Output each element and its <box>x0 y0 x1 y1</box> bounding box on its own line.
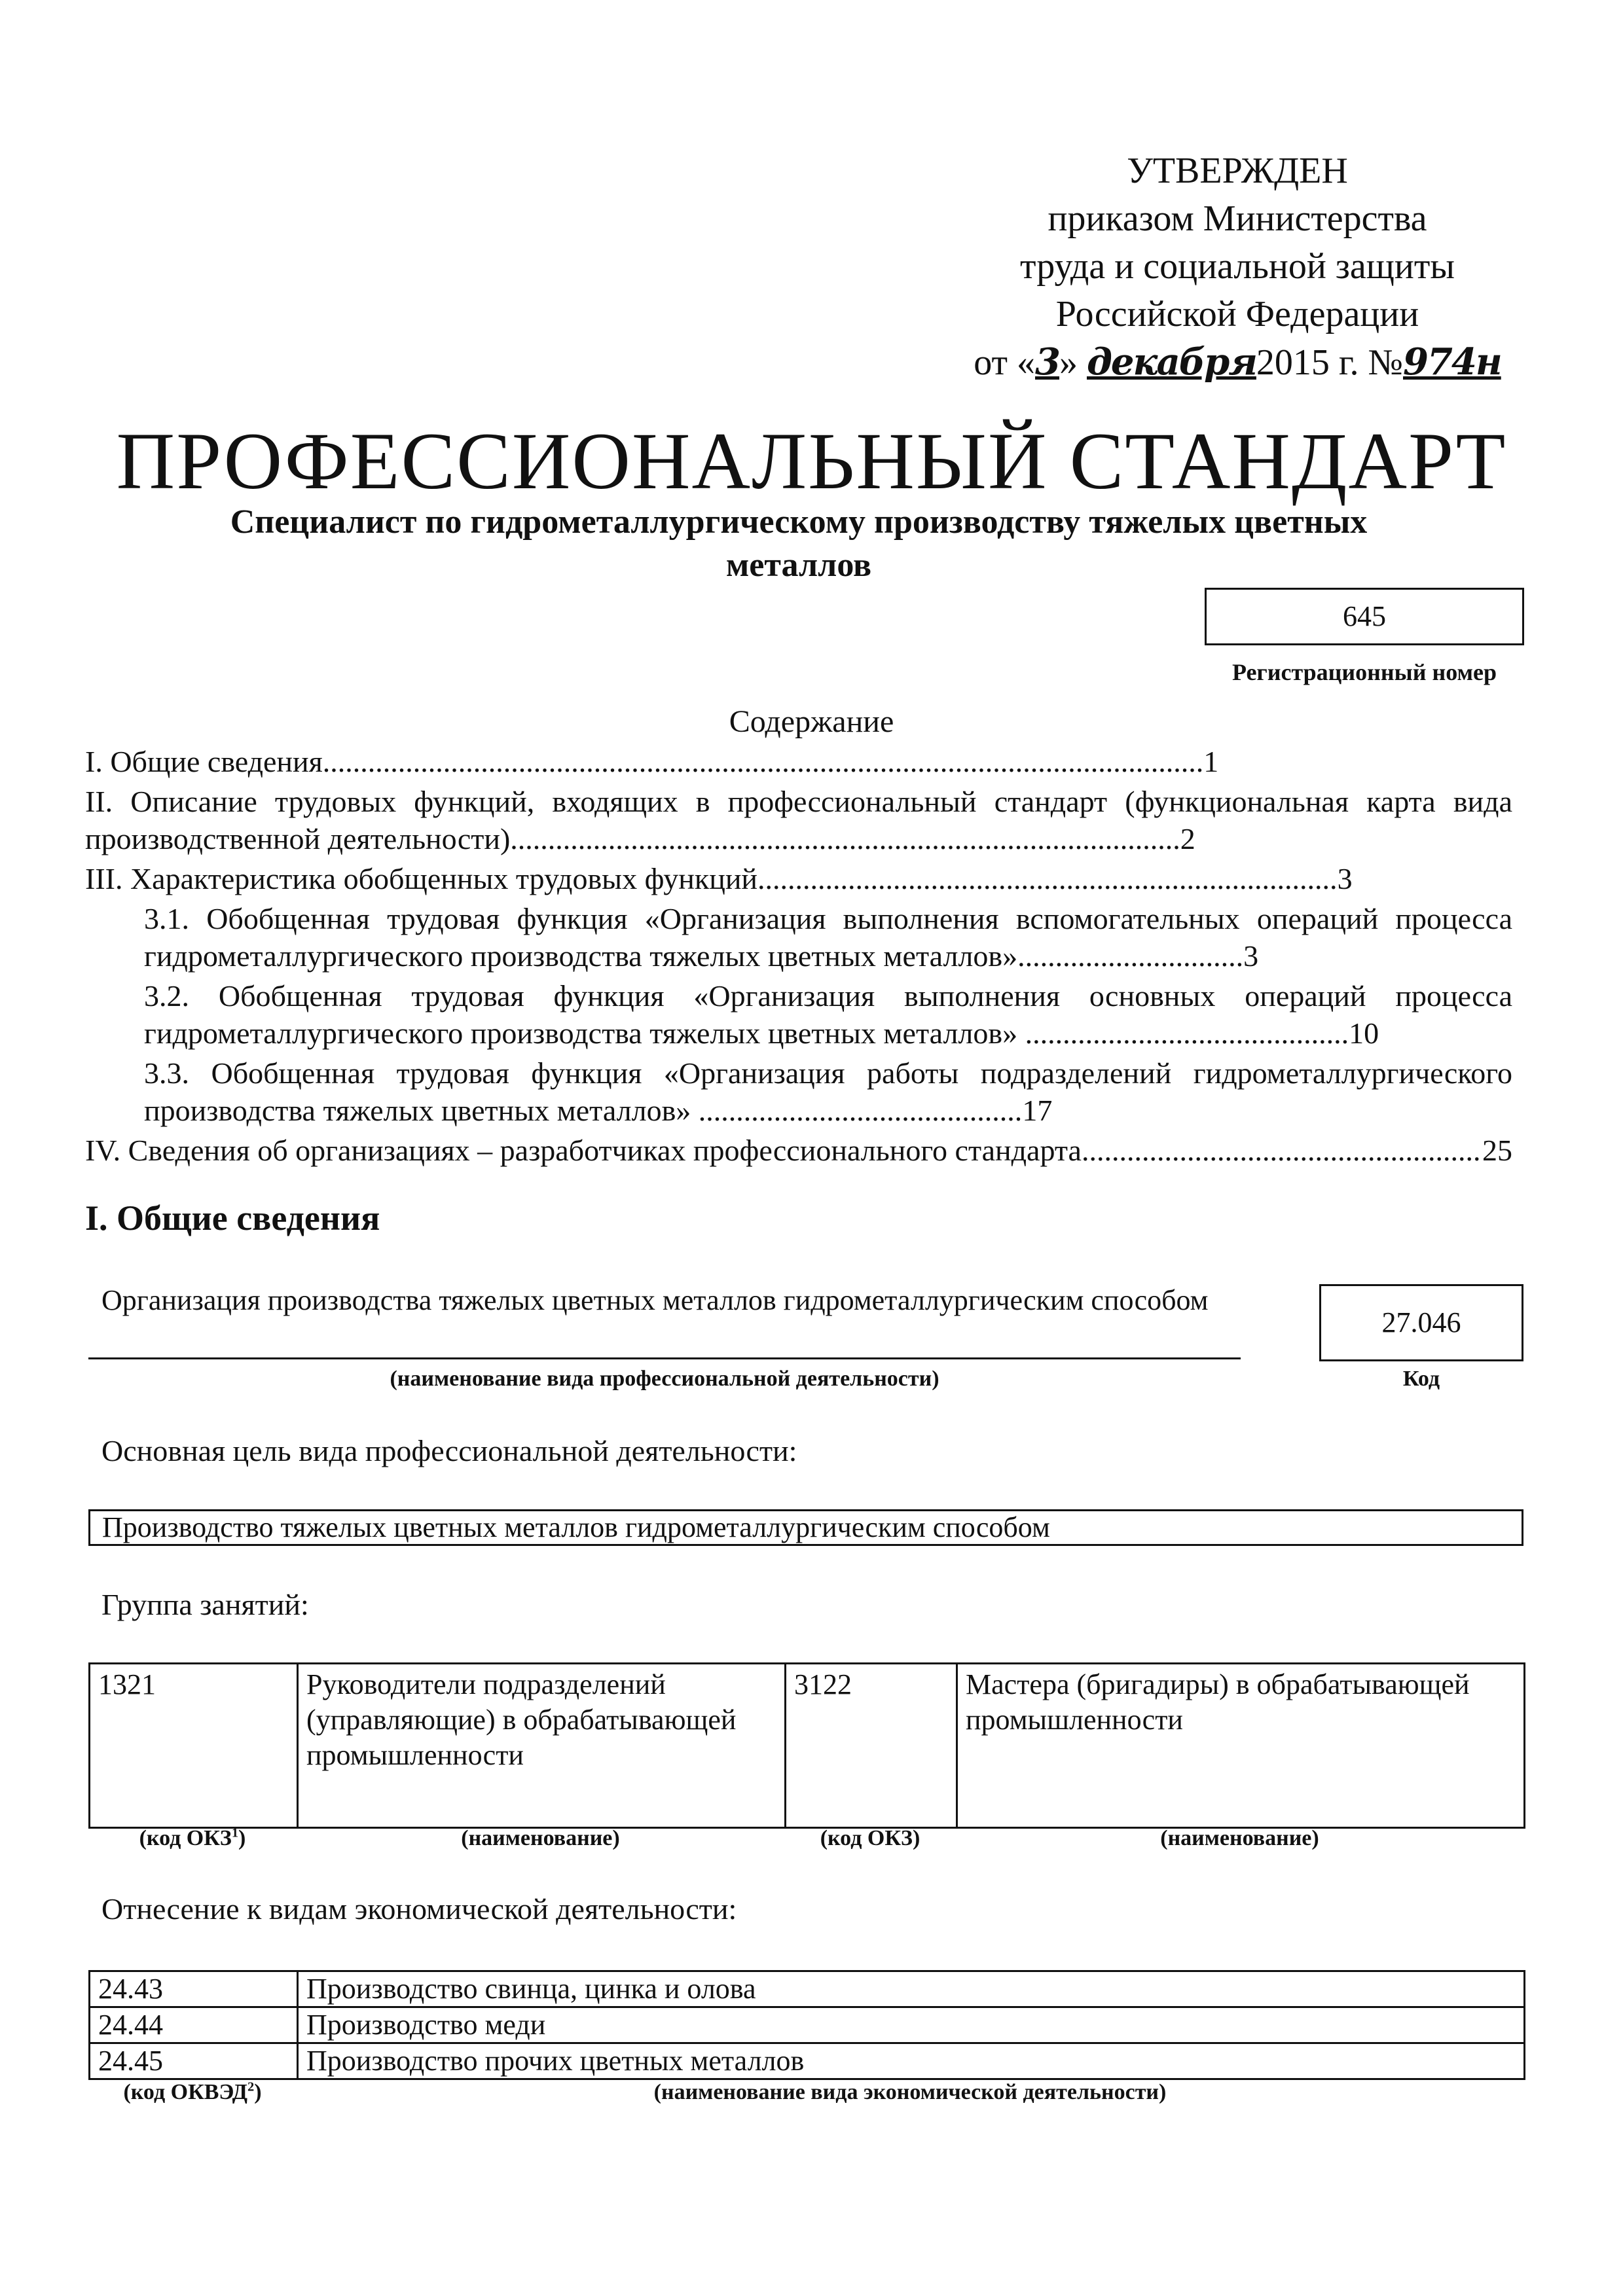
okved-name-cell: Производство меди <box>298 2007 1525 2043</box>
okved-name-cell: Производство прочих цветных металлов <box>298 2043 1525 2079</box>
okz-name-caption: (наименование) <box>1160 1826 1319 1850</box>
toc-entry[interactable] <box>85 743 1512 780</box>
okved-code-cell: 24.43 <box>90 1971 298 2007</box>
toc-entry-page: 10 <box>1349 1016 1379 1050</box>
toc-entry-text: I. Общие сведения..................................................................................................................... <box>85 745 1204 778</box>
date-mid: » <box>1059 342 1078 383</box>
toc-entry[interactable] <box>85 1054 1512 1129</box>
approval-line: приказом Министерства <box>1048 198 1427 239</box>
approval-date <box>943 338 1532 387</box>
table-row <box>90 2043 1525 2079</box>
order-number: 974н <box>1403 340 1501 384</box>
okved-name-cell: Производство свинца, цинка и олова <box>298 1971 1525 2007</box>
toc-entry-text: 3.3. Обобщенная трудовая функция «Организация работы подразделений гидрометаллургического производства тяжелых цветных металлов» ........................................... <box>144 1056 1512 1127</box>
toc-entry-text: II. Описание трудовых функций, входящих в профессиональный стандарт (функциональная карта вида производственной деятельности)......................................................................................... <box>85 785 1512 855</box>
okz-name-cell: Руководители подразделений (управляющие) в обрабатывающей промышленности <box>298 1664 786 1828</box>
date-day: 3 <box>1035 340 1059 384</box>
okved-code-caption: (код ОКВЭД$^2$) <box>123 2079 262 2104</box>
purpose-label: Основная цель вида профессиональной деятельности: <box>101 1434 797 1467</box>
table-row <box>90 1971 1525 2007</box>
econ-label: Отнесение к видам экономической деятельности: <box>101 1892 737 1926</box>
toc-entry-text: 3.2. Обобщенная трудовая функция «Организация выполнения основных операций процесса гидрометаллургического производства тяжелых цветных металлов» ........................................... <box>144 979 1512 1050</box>
occupation-group-table <box>88 1662 1525 1829</box>
okz-code-cell: 3122 <box>786 1664 957 1828</box>
okz-name-caption: (наименование) <box>461 1826 620 1850</box>
approval-line: Российской Федерации <box>1055 294 1419 334</box>
activity-caption: (наименование вида профессиональной деятельности) <box>390 1367 939 1391</box>
approval-line: труда и социальной защиты <box>1020 246 1455 287</box>
section-title: I. Общие сведения <box>85 1198 380 1238</box>
approval-line: УТВЕРЖДЕН <box>1127 151 1348 191</box>
toc-entry-text: IV. Сведения об организациях – разработчиках профессионального стандарта <box>85 1134 1082 1167</box>
toc-entry-text: 3.1. Обобщенная трудовая функция «Организация выполнения вспомогательных операций процесса гидрометаллургического производства тяжелых цветных металлов».............................. <box>144 902 1512 973</box>
okved-name-caption: (наименование вида экономической деятельности) <box>653 2080 1167 2104</box>
toc-heading: Содержание <box>729 704 894 739</box>
date-year: 2015 г. № <box>1256 342 1403 383</box>
code-caption: Код <box>1402 1367 1440 1391</box>
okz-code-cell: 1321 <box>90 1664 298 1828</box>
activity-name: Организация производства тяжелых цветных металлов гидрометаллургическим способом <box>101 1284 1209 1316</box>
toc-entry[interactable] <box>85 977 1512 1052</box>
toc-entry-page: 2 <box>1180 822 1195 855</box>
date-month: декабря <box>1086 340 1256 384</box>
toc-entry[interactable] <box>85 900 1512 975</box>
date-prefix: от « <box>974 342 1036 383</box>
toc-entry-page: 3 <box>1243 939 1259 973</box>
purpose-value: Производство тяжелых цветных металлов гидрометаллургическим способом <box>88 1509 1523 1546</box>
okved-code-cell: 24.44 <box>90 2007 298 2043</box>
table-row <box>90 2007 1525 2043</box>
group-label: Группа занятий: <box>101 1588 309 1621</box>
table-row <box>90 1664 1525 1828</box>
okz-code-caption: (код ОКЗ) <box>820 1826 921 1850</box>
registration-label: Регистрационный номер <box>1231 659 1497 685</box>
toc-entry-page: 1 <box>1203 745 1219 778</box>
toc-entry[interactable] <box>85 1132 1512 1169</box>
document-subtitle: Специалист по гидрометаллургическому производству тяжелых цветных металлов <box>230 503 1368 584</box>
economic-activity-table <box>88 1970 1525 2080</box>
toc-entry-page: 17 <box>1022 1094 1053 1127</box>
toc-entry-page: 25 <box>1482 1134 1512 1167</box>
okz-name-cell: Мастера (бригадиры) в обрабатывающей промышленности <box>957 1664 1525 1828</box>
toc-leader-dots <box>1082 1132 1482 1169</box>
toc-entry-text: III. Характеристика обобщенных трудовых функций............................................................................. <box>85 862 1338 895</box>
okved-code-cell: 24.45 <box>90 2043 298 2079</box>
table-of-contents <box>85 743 1512 1172</box>
approval-block <box>943 147 1532 387</box>
document-title: ПРОФЕССИОНАЛЬНЫЙ СТАНДАРТ <box>116 416 1507 506</box>
activity-code: 27.046 <box>1319 1284 1523 1361</box>
registration-number: 645 <box>1205 588 1524 645</box>
toc-entry[interactable] <box>85 783 1512 857</box>
okz-code-caption: (код ОКЗ$^1$) <box>139 1825 246 1850</box>
activity-underline <box>88 1357 1241 1359</box>
toc-entry-page: 3 <box>1337 862 1353 895</box>
toc-entry[interactable] <box>85 860 1512 897</box>
